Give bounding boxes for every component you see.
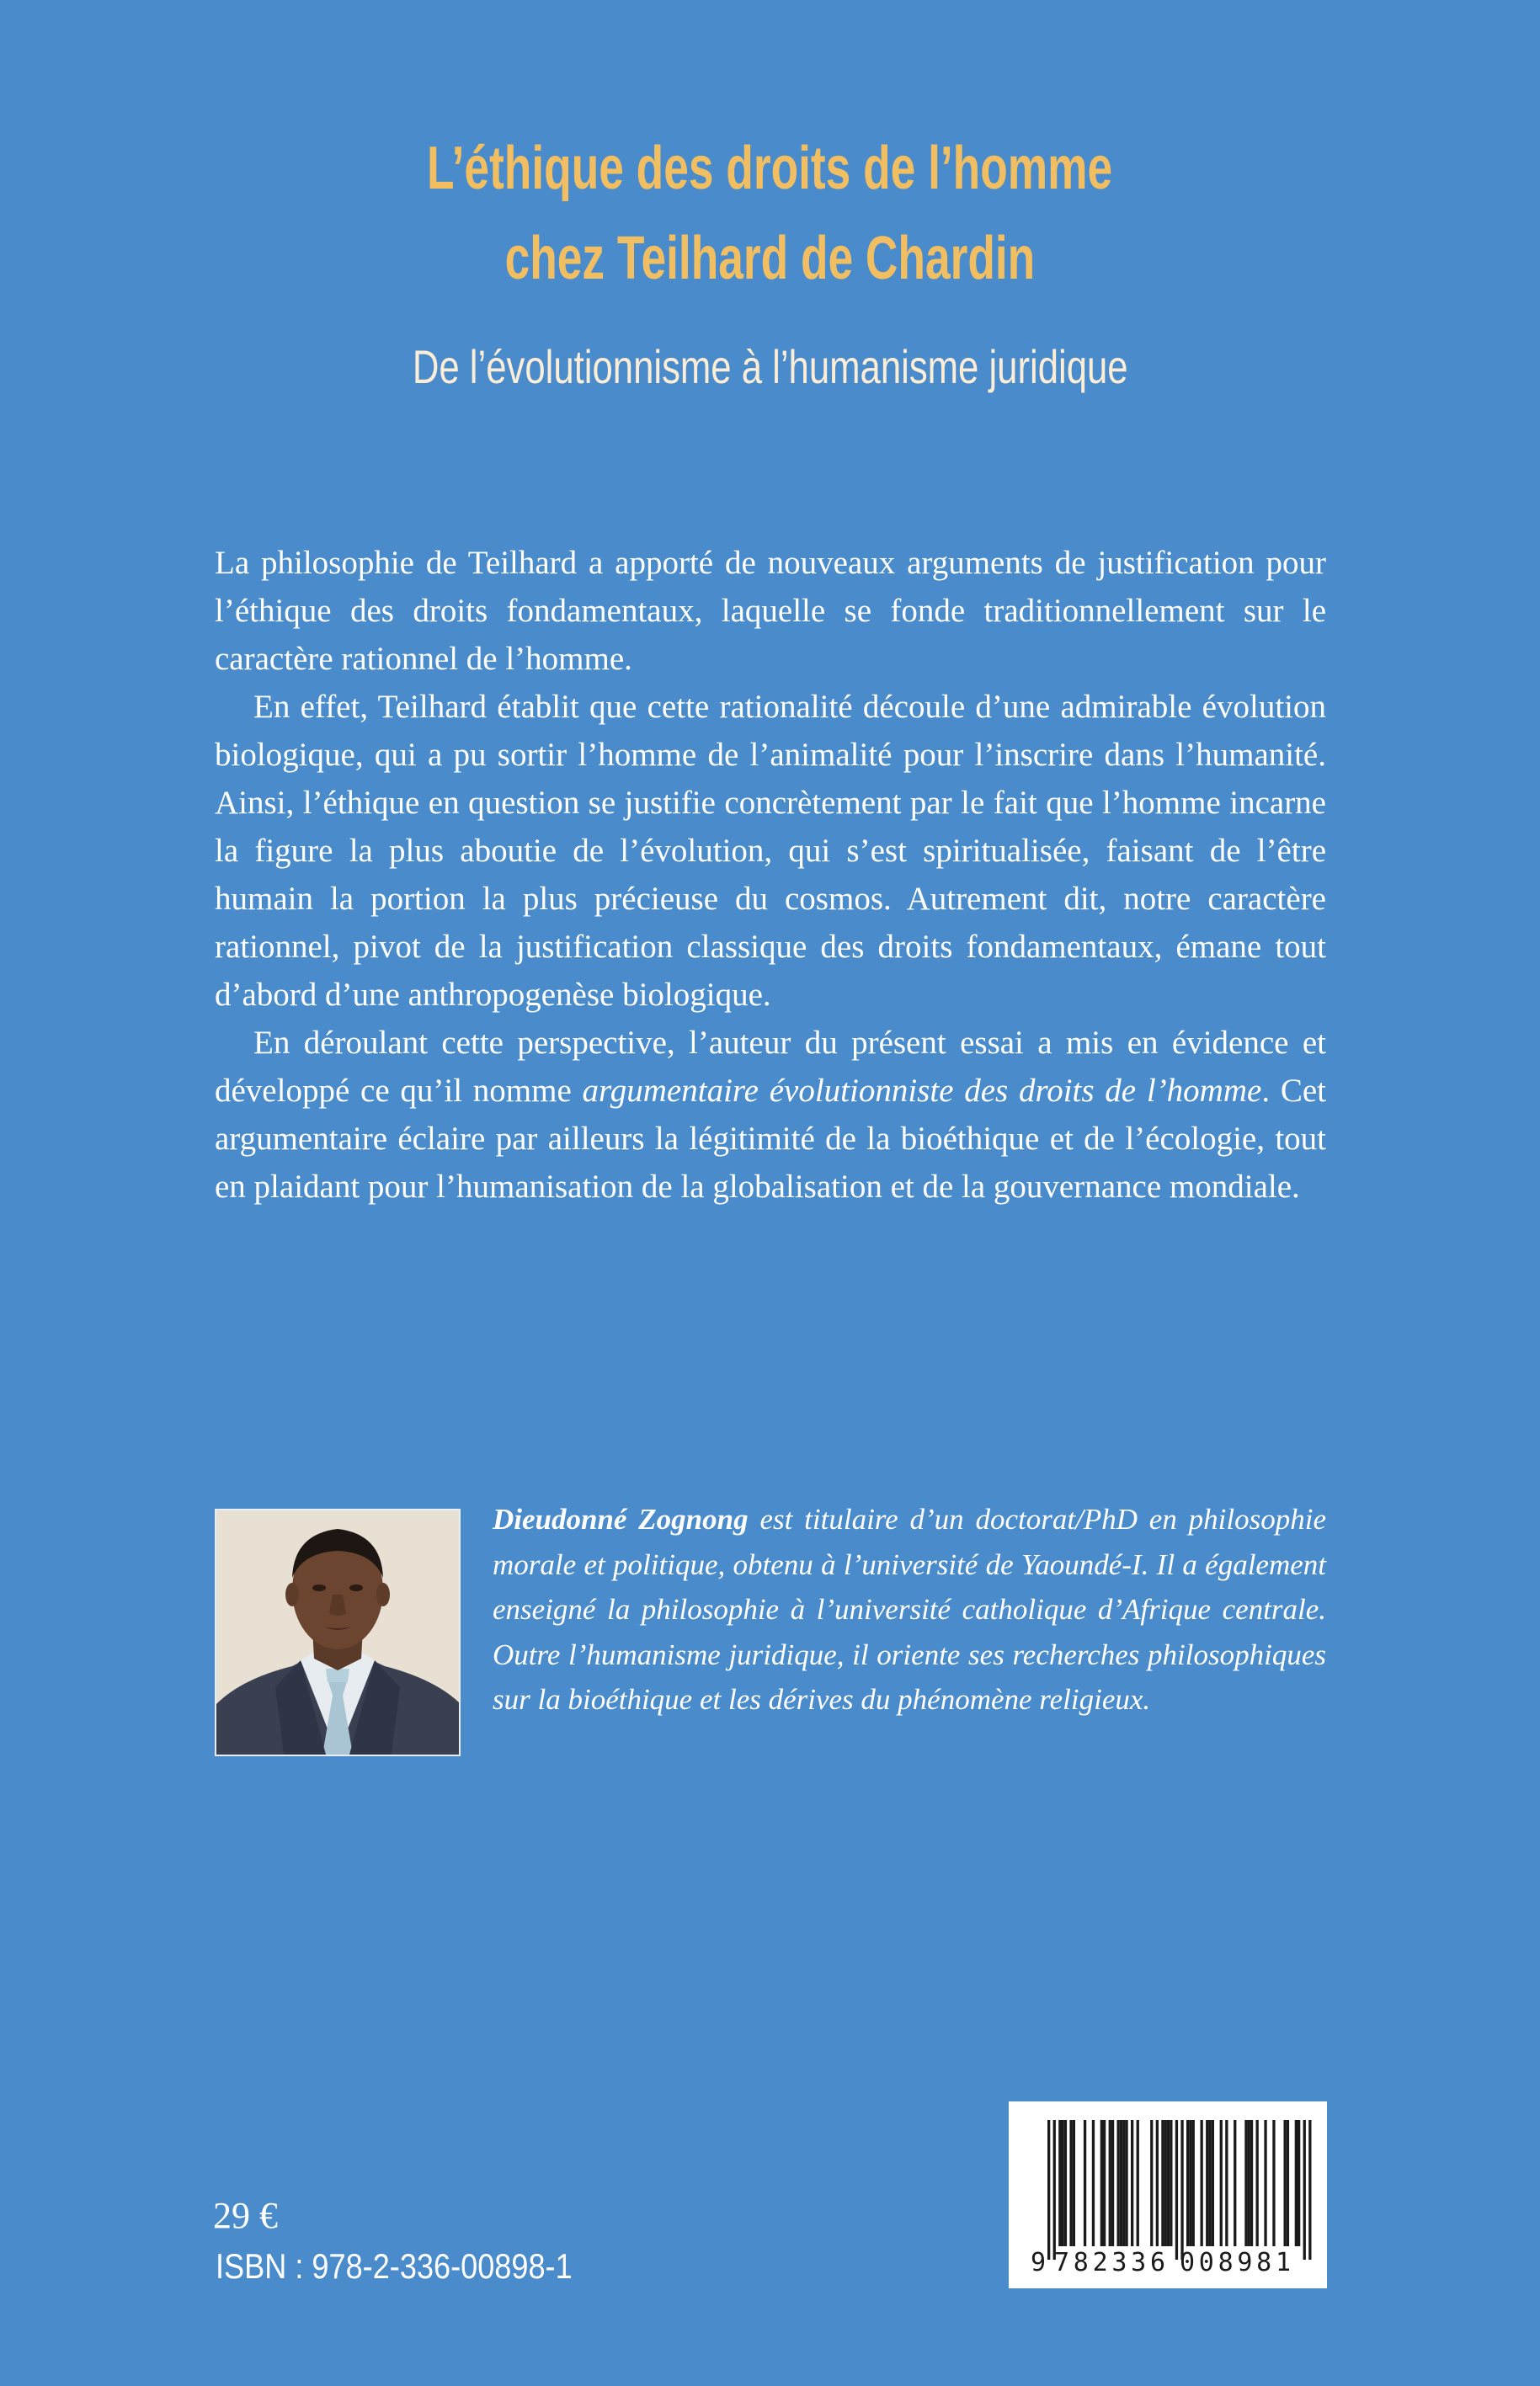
book-title-text-1: L’éthique des droits de l’homme	[427, 135, 1113, 202]
book-title-line-1	[0, 135, 1540, 202]
back-cover-blurb	[215, 539, 1326, 1211]
isbn	[216, 2248, 631, 2285]
author-portrait-illustration	[216, 1510, 459, 1755]
author-photo	[215, 1509, 461, 1756]
barcode-right-digits: 008981	[1180, 2248, 1291, 2277]
barcode-bars-icon	[1009, 2101, 1327, 2288]
blurb-paragraph-1: La philosophie de Teilhard a apporté de nouveaux arguments de justification pour l’éthique des droits fondamentaux, laquelle se fonde traditionnellement sur le caractère rationnel de l’homme.	[215, 545, 1326, 677]
author-bio-text: est titulaire d’un doctorat/PhD en philosophie morale et politique, obtenu à l’université de Yaoundé-I. Il a également enseigné la philosophie à l’université catholique d’Afrique centrale. Outre l’humanisme juridique, il oriente ses recherches philosophiques sur la bioéthique et les dérives du phénomène religieux.	[493, 1503, 1327, 1716]
barcode-first-digit: 9	[1031, 2248, 1047, 2277]
blurb-paragraph-3	[215, 1019, 1326, 1211]
book-subtitle	[0, 340, 1540, 393]
price: 29 €	[213, 2195, 278, 2236]
blurb-italic-term: argumentaire évolutionniste des droits de l’homme	[582, 1073, 1262, 1109]
book-title-text-2: chez Teilhard de Chardin	[504, 225, 1036, 292]
author-bio	[493, 1497, 1326, 1723]
blurb-paragraph-2: En effet, Teilhard établit que cette rationalité découle d’une admirable évolution biologique, qui a pu sortir l’homme de l’animalité pour l’inscrire dans l’humanité. Ainsi, l’éthique en question se justifie concrètement par le fait que l’homme incarne la figure la plus aboutie de l’évolution, qui s’est spiritualisée, faisant de l’être humain la portion la plus précieuse du cosmos. Autrement dit, notre caractère rationnel, pivot de la justification classique des droits fondamentaux, émane tout d’abord d’une anthropogenèse biologique.	[215, 689, 1326, 1013]
book-title-line-2	[0, 225, 1540, 292]
book-subtitle-text: De l’évolutionnisme à l’humanisme juridique	[412, 340, 1128, 393]
author-name: Dieudonné Zognong	[493, 1503, 749, 1536]
barcode-left-digits: 782336	[1054, 2248, 1165, 2277]
isbn-barcode	[1009, 2101, 1327, 2288]
isbn-text: ISBN : 978-2-336-00898-1	[216, 2246, 573, 2286]
blurb-text: En déroulant cette perspective, l’auteur du présent essai a mis en évidence et développé ce qu’il nomme	[215, 1025, 1326, 1109]
blurb-text: . Cet argumentaire éclaire par ailleurs la légitimité de la bioéthique et de l’écologie, tout en plaidant pour l’humanisation de la globalisation et de la gouvernance mondiale.	[215, 1073, 1326, 1205]
